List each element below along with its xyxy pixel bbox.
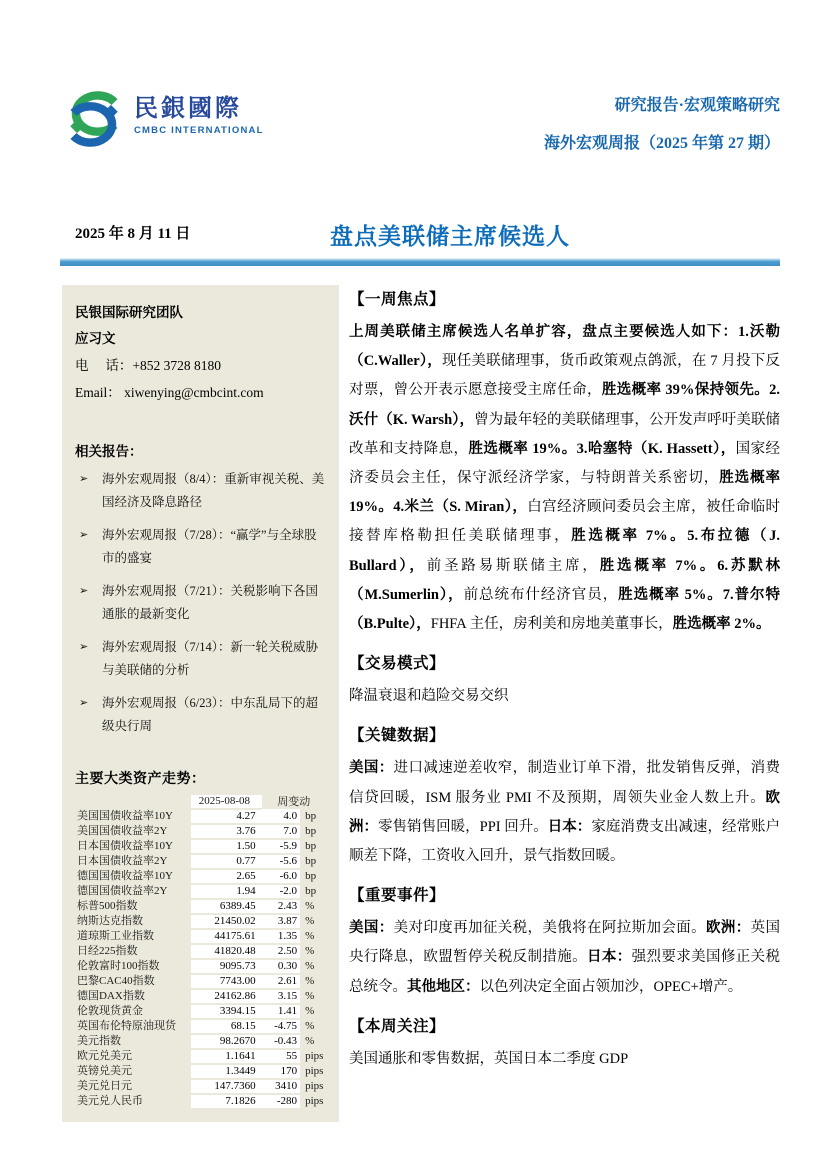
asset-label: 日本国债收益率2Y	[77, 855, 168, 867]
section-heading: 【重要事件】	[349, 887, 446, 905]
table-row	[75, 869, 326, 884]
asset-label: 德国国债收益率10Y	[77, 870, 173, 882]
asset-label: 美国国债收益率10Y	[77, 810, 173, 822]
asset-change: 0.30	[262, 959, 301, 974]
sidebar	[62, 285, 339, 1122]
asset-value: 7743.00	[191, 974, 261, 989]
section-paragraph: 美国通胀和零售数据，英国日本二季度 GDP	[349, 1050, 629, 1067]
section-paragraph: 美国：美对印度再加征关税，美俄将在阿拉斯加会面。欧洲：英国央行降息，欧盟暂停关税反制措施。日本：强烈要求美国修正关税总统令。其他地区：以色列决定全面占领加沙，OPEC+增产。	[349, 920, 780, 995]
report-item-label: 海外宏观周报（6/23）：中东乱局下的超级央行周	[102, 696, 318, 733]
report-list-item	[75, 580, 326, 626]
research-team-block	[75, 300, 326, 406]
arrow-bullet-icon: ➢	[79, 585, 89, 597]
asset-value: 7.1826	[191, 1094, 261, 1109]
asset-change: 2.50	[262, 944, 301, 959]
arrow-bullet-icon: ➢	[79, 473, 89, 485]
asset-value: 147.7360	[191, 1079, 261, 1094]
related-reports-heading: 相关报告：	[75, 444, 143, 459]
report-list-item	[75, 524, 326, 570]
logo-name-cn: 民銀國際	[134, 95, 242, 122]
report-header-meta	[544, 98, 780, 152]
asset-unit: pips	[305, 1065, 324, 1077]
asset-label: 美元兑人民币	[77, 1095, 143, 1107]
asset-change: 4.0	[262, 809, 301, 824]
asset-value: 68.15	[191, 1019, 261, 1034]
asset-label: 美元兑日元	[77, 1080, 132, 1092]
column-header-change: 周变动	[277, 795, 311, 808]
main-content	[345, 285, 780, 1122]
asset-unit: %	[305, 1035, 315, 1047]
asset-change: -0.43	[262, 1034, 301, 1049]
related-reports-block	[75, 440, 326, 738]
table-row	[75, 974, 326, 989]
section-paragraph: 降温衰退和趋险交易交织	[349, 688, 509, 705]
asset-value: 6389.45	[191, 899, 261, 914]
asset-value: 21450.02	[191, 914, 261, 929]
asset-unit: bp	[305, 810, 317, 822]
asset-value: 4.27	[191, 809, 261, 824]
title-row	[62, 218, 780, 252]
table-row	[75, 809, 326, 824]
asset-unit: %	[305, 900, 315, 912]
asset-change: -6.0	[262, 869, 301, 884]
section-major-events	[349, 881, 780, 1002]
table-row	[75, 1034, 326, 1049]
asset-value: 9095.73	[191, 959, 261, 974]
asset-unit: %	[305, 930, 315, 942]
report-list-item	[75, 468, 326, 514]
asset-change: -4.75	[262, 1019, 301, 1034]
asset-unit: bp	[305, 885, 317, 897]
section-heading: 【本周关注】	[349, 1017, 446, 1035]
report-item-label: 海外宏观周报（8/4）：重新审视关税、美国经济及降息路径	[102, 472, 325, 509]
asset-change: 3.15	[262, 989, 301, 1004]
section-paragraph: 上周美联储主席候选人名单扩容，盘点主要候选人如下：1.沃勒（C.Waller），现任美联储理事，货币政策观点鸽派，在 7 月投下反对票，曾公开表示愿意接受主席任命，胜选概率 39%保持领先。2.沃什（K. Warsh），曾为最年轻的美联储理事，公开发声呼吁美联储改革和支持降息，胜选概率 19%。3.哈塞特（K. Hassett），国家经济委员会主任，保守派经济学家，与特朗普关系密切，胜选概率 19%。4.米兰（S. Miran），白宫经济顾问委员会主席，被任命临时接替库格勒担任美联储理事，胜选概率 7%。5.布拉德（J. Bullard），前圣路易斯联储主席，胜选概率 7%。6.苏默林（M.Sumerlin），前总统布什经济官员，胜选概率 5%。7.普尔特（B.Pulte），FHFA 主任，房利美和房地美董事长，胜选概率 2%。	[349, 324, 781, 633]
report-date: 2025 年 8 月 11 日	[75, 226, 191, 242]
section-week-watch	[349, 1012, 780, 1074]
asset-unit: bp	[305, 870, 317, 882]
asset-label: 英镑兑美元	[77, 1065, 132, 1077]
report-issue: 海外宏观周报（2025 年第 27 期）	[543, 135, 780, 152]
asset-label: 美元指数	[77, 1035, 121, 1047]
table-row	[75, 854, 326, 869]
table-row	[75, 959, 326, 974]
section-weekly-focus	[349, 285, 780, 639]
report-title: 盘点美联储主席候选人	[330, 224, 570, 249]
table-row	[75, 1004, 326, 1019]
asset-change: -5.9	[262, 839, 301, 854]
table-header-row	[75, 795, 326, 809]
asset-value: 44175.61	[191, 929, 261, 944]
table-row	[75, 899, 326, 914]
table-row	[75, 989, 326, 1004]
asset-unit: %	[305, 960, 315, 972]
table-row	[75, 884, 326, 899]
section-paragraph: 美国：进口减速逆差收窄，制造业订单下滑，批发销售反弹，消费信贷回暖，ISM 服务业 PMI 不及预期，周领失业金人数上升。欧洲：零售销售回暖，PPI 回升。日本：家庭消费支出减速，经常账户顺差下降，工资收入回升，景气指数回暖。	[349, 760, 781, 865]
report-item-label: 海外宏观周报（7/14）：新一轮关税威胁与美联储的分析	[102, 640, 318, 677]
logo-name-en: CMBC INTERNATIONAL	[134, 125, 264, 137]
asset-label: 欧元兑美元	[77, 1050, 132, 1062]
table-row	[75, 1019, 326, 1034]
asset-label: 英国布伦特原油现货	[77, 1020, 176, 1032]
assets-heading: 主要大类资产走势：	[75, 772, 206, 787]
asset-label: 日经225指数	[77, 945, 138, 957]
table-row	[75, 824, 326, 839]
asset-unit: bp	[305, 840, 317, 852]
asset-unit: %	[305, 990, 315, 1002]
report-list-item	[75, 692, 326, 738]
asset-change: 3410	[262, 1079, 301, 1094]
asset-change: -5.6	[262, 854, 301, 869]
asset-unit: bp	[305, 855, 317, 867]
asset-value: 3394.15	[191, 1004, 261, 1019]
asset-value: 1.1641	[191, 1049, 261, 1064]
blue-divider-bar	[60, 258, 780, 266]
analyst-name: 应习文	[75, 331, 116, 346]
column-header-date: 2025-08-08	[191, 795, 261, 809]
asset-value: 1.3449	[191, 1064, 261, 1079]
arrow-bullet-icon: ➢	[79, 529, 89, 541]
asset-label: 德国国债收益率2Y	[77, 885, 168, 897]
asset-unit: %	[305, 915, 315, 927]
asset-label: 巴黎CAC40指数	[77, 975, 155, 987]
asset-value: 1.50	[191, 839, 261, 854]
report-type: 研究报告·宏观策略研究	[614, 97, 780, 114]
asset-label: 日本国债收益率10Y	[77, 840, 173, 852]
asset-label: 美国国债收益率2Y	[77, 825, 168, 837]
section-heading: 【一周焦点】	[349, 291, 446, 308]
asset-change: 7.0	[262, 824, 301, 839]
asset-unit: pips	[305, 1050, 324, 1062]
section-key-data	[349, 721, 780, 871]
table-row	[75, 1064, 326, 1079]
assets-block	[75, 768, 326, 1110]
cmbc-logo	[62, 90, 264, 153]
asset-unit: %	[305, 1020, 315, 1032]
asset-value: 41820.48	[191, 944, 261, 959]
asset-label: 纳斯达克指数	[77, 915, 143, 927]
table-row	[75, 944, 326, 959]
asset-unit: pips	[305, 1080, 324, 1092]
table-row	[75, 914, 326, 929]
section-heading: 【交易模式】	[349, 655, 446, 673]
asset-change: -2.0	[262, 884, 301, 899]
asset-value: 24162.86	[191, 989, 261, 1004]
phone-line: 电 话：+852 3728 8180	[75, 358, 221, 373]
arrow-bullet-icon: ➢	[79, 697, 89, 709]
asset-change: 1.41	[262, 1004, 301, 1019]
asset-change: 55	[262, 1049, 301, 1064]
cmbc-logo-text	[134, 96, 264, 136]
asset-label: 伦敦现货黄金	[77, 1005, 143, 1017]
arrow-bullet-icon: ➢	[79, 641, 89, 653]
table-row	[75, 1079, 326, 1094]
asset-change: 1.35	[262, 929, 301, 944]
asset-unit: %	[305, 945, 315, 957]
asset-label: 伦敦富时100指数	[77, 960, 160, 972]
asset-value: 2.65	[191, 869, 261, 884]
related-reports-list	[75, 468, 326, 738]
report-item-label: 海外宏观周报（7/28）：“赢学”与全球股市的盛宴	[102, 528, 317, 565]
asset-label: 标普500指数	[77, 900, 138, 912]
email-line: Email： xiwenying@cmbcint.com	[75, 385, 264, 400]
asset-label: 道琼斯工业指数	[77, 930, 154, 942]
asset-change: 3.87	[262, 914, 301, 929]
asset-change: 170	[262, 1064, 301, 1079]
asset-unit: %	[305, 975, 315, 987]
page-header	[62, 90, 780, 153]
asset-unit: pips	[305, 1095, 324, 1107]
table-row	[75, 839, 326, 854]
team-name: 民银国际研究团队	[75, 305, 183, 320]
asset-unit: bp	[305, 825, 317, 837]
asset-value: 98.2670	[191, 1034, 261, 1049]
cmbc-logo-icon	[62, 90, 126, 153]
asset-change: 2.61	[262, 974, 301, 989]
asset-value: 3.76	[191, 824, 261, 839]
table-row	[75, 929, 326, 944]
asset-unit: %	[305, 1005, 315, 1017]
asset-change: 2.43	[262, 899, 301, 914]
section-heading: 【关键数据】	[349, 727, 446, 745]
report-item-label: 海外宏观周报（7/21）：关税影响下各国通胀的最新变化	[102, 584, 318, 621]
table-row	[75, 1094, 326, 1109]
assets-table	[75, 795, 326, 1110]
content-columns	[62, 285, 780, 1122]
section-trading-mode	[349, 649, 780, 711]
asset-value: 1.94	[191, 884, 261, 899]
asset-label: 德国DAX指数	[77, 990, 145, 1002]
report-list-item	[75, 636, 326, 682]
asset-value: 0.77	[191, 854, 261, 869]
asset-change: -280	[262, 1094, 301, 1109]
table-row	[75, 1049, 326, 1064]
